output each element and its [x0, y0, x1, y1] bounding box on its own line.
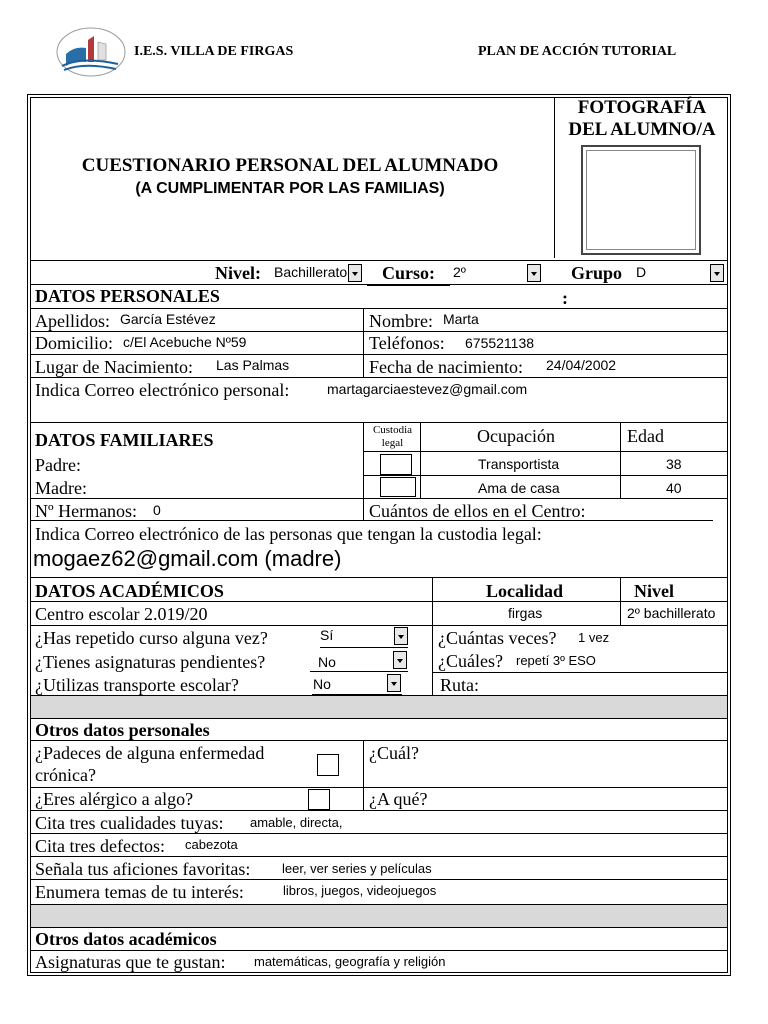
separator-band-1: [31, 696, 727, 718]
repetido-dropdown-icon[interactable]: [394, 627, 408, 645]
localidad-header: Localidad: [486, 581, 564, 601]
madre-ocupacion[interactable]: Ama de casa: [478, 480, 560, 496]
madre-label: Madre:: [35, 478, 87, 498]
asignaturas-label: Asignaturas que te gustan:: [35, 952, 226, 972]
apellidos-field[interactable]: García Estévez: [120, 311, 216, 327]
curso-dropdown-icon[interactable]: [527, 264, 541, 282]
centro-escolar-label: Centro escolar 2.019/20: [35, 604, 208, 624]
alergico-checkbox[interactable]: [308, 789, 330, 810]
transporte-select[interactable]: No: [313, 676, 331, 692]
centro-hermanos-label: Cuántos de ellos en el Centro:: [369, 501, 586, 521]
aficiones-label: Señala tus aficiones favoritas:: [35, 859, 251, 879]
plan-title: PLAN DE ACCIÓN TUTORIAL: [478, 44, 677, 59]
nombre-label: Nombre:: [369, 311, 433, 331]
cualidades-label: Cita tres cualidades tuyas:: [35, 813, 224, 833]
form-subtitle: (A CUMPLIMENTAR POR LAS FAMILIAS): [135, 180, 445, 197]
temas-label: Enumera temas de tu interés:: [35, 882, 244, 902]
padre-custodia-checkbox[interactable]: [380, 454, 412, 475]
fecha-field[interactable]: 24/04/2002: [546, 357, 617, 373]
cronica-label-2: crónica?: [35, 765, 96, 785]
ruta-label: Ruta:: [440, 675, 479, 695]
padre-label: Padre:: [35, 455, 81, 475]
personal-heading: DATOS PERSONALES: [35, 286, 220, 306]
email-label: Indica Correo electrónico personal:: [35, 380, 290, 400]
cuales-field[interactable]: repetí 3º ESO: [516, 653, 596, 668]
nivel-select[interactable]: Bachillerato: [274, 264, 348, 280]
pendientes-dropdown-icon[interactable]: [393, 651, 407, 669]
domicilio-label: Domicilio:: [35, 333, 113, 353]
hermanos-field[interactable]: 0: [153, 502, 161, 518]
cualidades-field[interactable]: amable, directa,: [250, 815, 343, 830]
repetido-select[interactable]: Sí: [320, 627, 334, 643]
nivel-header: Nivel: [634, 581, 674, 601]
asignaturas-field[interactable]: matemáticas, geografía y religión: [254, 954, 446, 969]
grupo-dropdown-icon[interactable]: [710, 264, 724, 282]
madre-custodia-checkbox[interactable]: [380, 477, 416, 497]
school-logo: [52, 22, 130, 78]
alergico-label: ¿Eres alérgico a algo?: [35, 789, 194, 809]
custodia-header-1: Custodia: [372, 424, 413, 436]
school-name: I.E.S. VILLA DE FIRGAS: [134, 44, 294, 59]
telefonos-field[interactable]: 675521138: [465, 335, 535, 351]
academic-heading: DATOS ACADÉMICOS: [35, 581, 224, 601]
nivel-field[interactable]: 2º bachillerato: [627, 605, 716, 621]
custody-email-label: Indica Correo electrónico de las personas que tengan la custodia legal:: [35, 524, 542, 544]
cuales-label: ¿Cuáles?: [438, 651, 503, 671]
custodia-header-2: legal: [381, 437, 404, 449]
photo-title-2: DEL ALUMNO/A: [568, 119, 716, 140]
family-heading: DATOS FAMILIARES: [35, 430, 214, 450]
form-title: CUESTIONARIO PERSONAL DEL ALUMNADO: [81, 155, 499, 176]
hermanos-label: Nº Hermanos:: [35, 501, 138, 521]
grupo-label: Grupo: [571, 263, 623, 283]
madre-edad[interactable]: 40: [666, 480, 682, 496]
pendientes-label: ¿Tienes asignaturas pendientes?: [35, 652, 266, 672]
apellidos-label: Apellidos:: [35, 311, 110, 331]
photo-frame[interactable]: [581, 145, 701, 255]
cronica-label-1: ¿Padeces de alguna enfermedad: [35, 743, 265, 763]
padre-edad[interactable]: 38: [666, 456, 682, 472]
veces-field[interactable]: 1 vez: [578, 630, 610, 645]
grupo-colon: :: [562, 288, 568, 308]
domicilio-field[interactable]: c/El Acebuche Nº59: [123, 334, 247, 350]
padre-ocupacion[interactable]: Transportista: [478, 456, 560, 472]
other-academic-heading: Otros datos académicos: [35, 929, 217, 949]
cronica-checkbox[interactable]: [317, 754, 339, 776]
edad-header: Edad: [627, 426, 664, 446]
telefonos-label: Teléfonos:: [369, 333, 445, 353]
aficiones-field[interactable]: leer, ver series y películas: [282, 861, 432, 876]
defectos-field[interactable]: cabezota: [185, 837, 238, 852]
fecha-label: Fecha de nacimiento:: [369, 357, 523, 377]
ocupacion-header: Ocupación: [477, 426, 555, 446]
separator-band-2: [31, 905, 727, 927]
transporte-label: ¿Utilizas transporte escolar?: [35, 675, 239, 695]
lugar-label: Lugar de Nacimiento:: [35, 357, 193, 377]
other-personal-heading: Otros datos personales: [35, 720, 210, 740]
photo-title-1: FOTOGRAFÍA: [577, 97, 707, 118]
pendientes-select[interactable]: No: [318, 654, 336, 670]
repetido-label: ¿Has repetido curso alguna vez?: [35, 628, 268, 648]
curso-select[interactable]: 2º: [453, 264, 466, 280]
email-field[interactable]: martagarciaestevez@gmail.com: [327, 381, 528, 397]
nivel-label: Nivel:: [215, 263, 261, 283]
defectos-label: Cita tres defectos:: [35, 836, 165, 856]
cual-label: ¿Cuál?: [369, 743, 419, 763]
grupo-select[interactable]: D: [636, 264, 647, 280]
lugar-field[interactable]: Las Palmas: [216, 357, 290, 373]
veces-label: ¿Cuántas veces?: [438, 628, 557, 648]
localidad-field[interactable]: firgas: [508, 605, 543, 621]
curso-label: Curso:: [382, 263, 435, 283]
nivel-dropdown-icon[interactable]: [348, 264, 362, 282]
temas-field[interactable]: libros, juegos, videojuegos: [283, 883, 437, 898]
nombre-field[interactable]: Marta: [443, 311, 479, 327]
custody-email-field[interactable]: mogaez62@gmail.com (madre): [33, 546, 342, 571]
aque-label: ¿A qué?: [369, 789, 428, 809]
transporte-dropdown-icon[interactable]: [387, 674, 401, 692]
